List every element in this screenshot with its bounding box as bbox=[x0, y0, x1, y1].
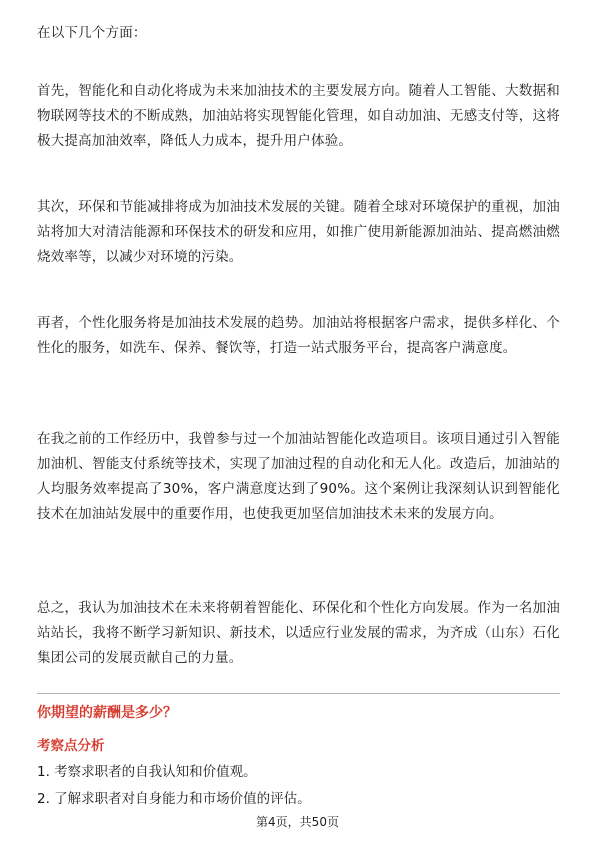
analysis-point: 1. 考察求职者的自我认知和价值观。 bbox=[37, 764, 257, 780]
analysis-point: 2. 了解求职者对自身能力和市场价值的评估。 bbox=[37, 791, 311, 807]
section-divider bbox=[37, 693, 560, 694]
intro-line: 在以下几个方面： bbox=[37, 25, 147, 41]
paragraph-second: 其次，环保和节能减排将成为加油技术发展的关键。随着全球对环境保护的重视，加油站将加大对清洁能源和环保技术的研发和应用，如推广使用新能源加油站、提高燃油燃烧效率等，以减少对环境的污染。 bbox=[37, 199, 560, 265]
interview-question: 你期望的薪酬是多少？ bbox=[37, 705, 177, 721]
paragraph-third: 再者，个性化服务将是加油技术发展的趋势。加油站将根据客户需求，提供多样化、个性化的服务，如洗车、保养、餐饮等，打造一站式服务平台，提高客户满意度。 bbox=[37, 315, 560, 356]
paragraph-experience: 在我之前的工作经历中，我曾参与过一个加油站智能化改造项目。该项目通过引入智能加油机、智能支付系统等技术，实现了加油过程的自动化和无人化。改造后，加油站的人均服务效率提高了30%，客户满意度达到了90%。这个案例让我深刻认识到智能化技术在加油站发展中的重要作用，也使我更加坚信加油技术未来的发展方向。 bbox=[37, 431, 560, 522]
paragraph-first: 首先，智能化和自动化将成为未来加油技术的主要发展方向。随着人工智能、大数据和物联网等技术的不断成熟，加油站将实现智能化管理，如自动加油、无感支付等，这将极大提高加油效率，降低人力成本，提升用户体验。 bbox=[37, 83, 560, 149]
page-number: 第4页，共50页 bbox=[256, 815, 339, 829]
paragraph-conclusion: 总之，我认为加油技术在未来将朝着智能化、环保化和个性化方向发展。作为一名加油站站长，我将不断学习新知识、新技术，以适应行业发展的需求，为齐成（山东）石化集团公司的发展贡献自己的力量。 bbox=[37, 600, 560, 666]
analysis-heading: 考察点分析 bbox=[37, 738, 105, 754]
